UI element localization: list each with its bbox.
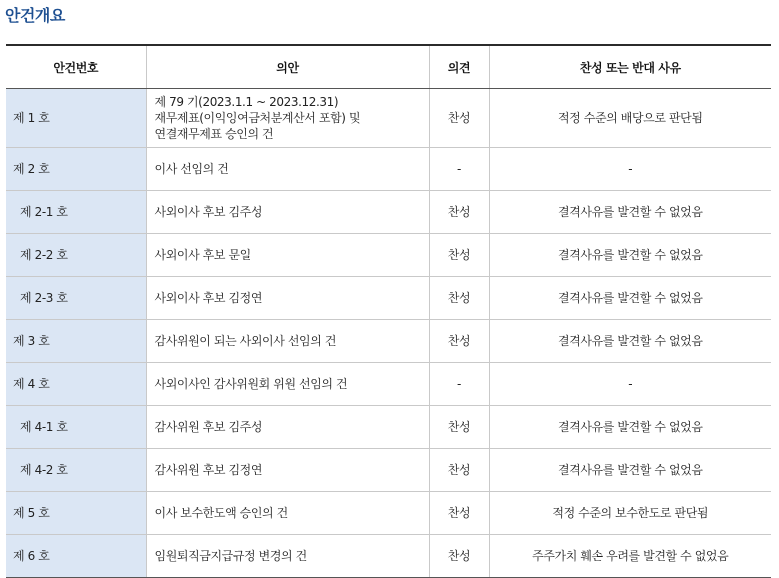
agenda-number: 제 4-2 호 <box>6 449 146 492</box>
agenda-table <box>6 44 771 578</box>
agenda-title: 사외이사인 감사위원회 위원 선임의 건 <box>146 363 429 406</box>
opinion-cell: 찬성 <box>429 492 489 535</box>
reason-cell: 주주가치 훼손 우려를 발견할 수 없었음 <box>489 535 771 578</box>
table-row <box>6 191 771 234</box>
opinion-cell: 찬성 <box>429 449 489 492</box>
agenda-title: 이사 보수한도액 승인의 건 <box>146 492 429 535</box>
table-row <box>6 535 771 578</box>
agenda-title-line: 연결재무제표 승인의 건 <box>154 127 274 141</box>
table-row <box>6 89 771 148</box>
reason-cell: - <box>489 148 771 191</box>
agenda-title <box>146 89 429 148</box>
reason-cell: 결격사유를 발견할 수 없었음 <box>489 277 771 320</box>
reason-cell: 결격사유를 발견할 수 없었음 <box>489 320 771 363</box>
table-row <box>6 277 771 320</box>
table-row <box>6 406 771 449</box>
agenda-number: 제 3 호 <box>6 320 146 363</box>
header-agenda: 의안 <box>146 45 429 89</box>
agenda-title: 임원퇴직금지급규정 변경의 건 <box>146 535 429 578</box>
table-header-row <box>6 45 771 89</box>
agenda-title: 이사 선임의 건 <box>146 148 429 191</box>
reason-cell: 결격사유를 발견할 수 없었음 <box>489 191 771 234</box>
agenda-number: 제 2-1 호 <box>6 191 146 234</box>
header-agenda-number: 안건번호 <box>6 45 146 89</box>
agenda-number: 제 2 호 <box>6 148 146 191</box>
agenda-title-line: 제 79 기(2023.1.1 ~ 2023.12.31) <box>154 95 339 109</box>
opinion-cell: - <box>429 148 489 191</box>
agenda-title-line: 재무제표(이익잉여금처분계산서 포함) 및 <box>154 111 361 125</box>
agenda-title: 감사위원 후보 김주성 <box>146 406 429 449</box>
opinion-cell: 찬성 <box>429 320 489 363</box>
table-row <box>6 449 771 492</box>
reason-cell: 결격사유를 발견할 수 없었음 <box>489 234 771 277</box>
agenda-number: 제 2-3 호 <box>6 277 146 320</box>
table-row <box>6 492 771 535</box>
opinion-cell: 찬성 <box>429 277 489 320</box>
table-row <box>6 234 771 277</box>
table-row <box>6 363 771 406</box>
agenda-number: 제 5 호 <box>6 492 146 535</box>
table-row <box>6 148 771 191</box>
agenda-number: 제 6 호 <box>6 535 146 578</box>
reason-cell: 결격사유를 발견할 수 없었음 <box>489 449 771 492</box>
agenda-title: 감사위원이 되는 사외이사 선임의 건 <box>146 320 429 363</box>
opinion-cell: - <box>429 363 489 406</box>
page-title: 안건개요 <box>5 6 65 25</box>
opinion-cell: 찬성 <box>429 191 489 234</box>
header-reason: 찬성 또는 반대 사유 <box>489 45 771 89</box>
reason-cell: - <box>489 363 771 406</box>
agenda-title: 사외이사 후보 문일 <box>146 234 429 277</box>
reason-cell: 결격사유를 발견할 수 없었음 <box>489 406 771 449</box>
opinion-cell: 찬성 <box>429 234 489 277</box>
agenda-number: 제 4 호 <box>6 363 146 406</box>
opinion-cell: 찬성 <box>429 535 489 578</box>
opinion-cell: 찬성 <box>429 406 489 449</box>
agenda-title: 감사위원 후보 김정연 <box>146 449 429 492</box>
agenda-title: 사외이사 후보 김정연 <box>146 277 429 320</box>
agenda-number: 제 1 호 <box>6 89 146 148</box>
header-opinion: 의견 <box>429 45 489 89</box>
table-row <box>6 320 771 363</box>
reason-cell: 적정 수준의 보수한도로 판단됨 <box>489 492 771 535</box>
opinion-cell: 찬성 <box>429 89 489 148</box>
agenda-title: 사외이사 후보 김주성 <box>146 191 429 234</box>
reason-cell: 적정 수준의 배당으로 판단됨 <box>489 89 771 148</box>
agenda-number: 제 2-2 호 <box>6 234 146 277</box>
agenda-number: 제 4-1 호 <box>6 406 146 449</box>
